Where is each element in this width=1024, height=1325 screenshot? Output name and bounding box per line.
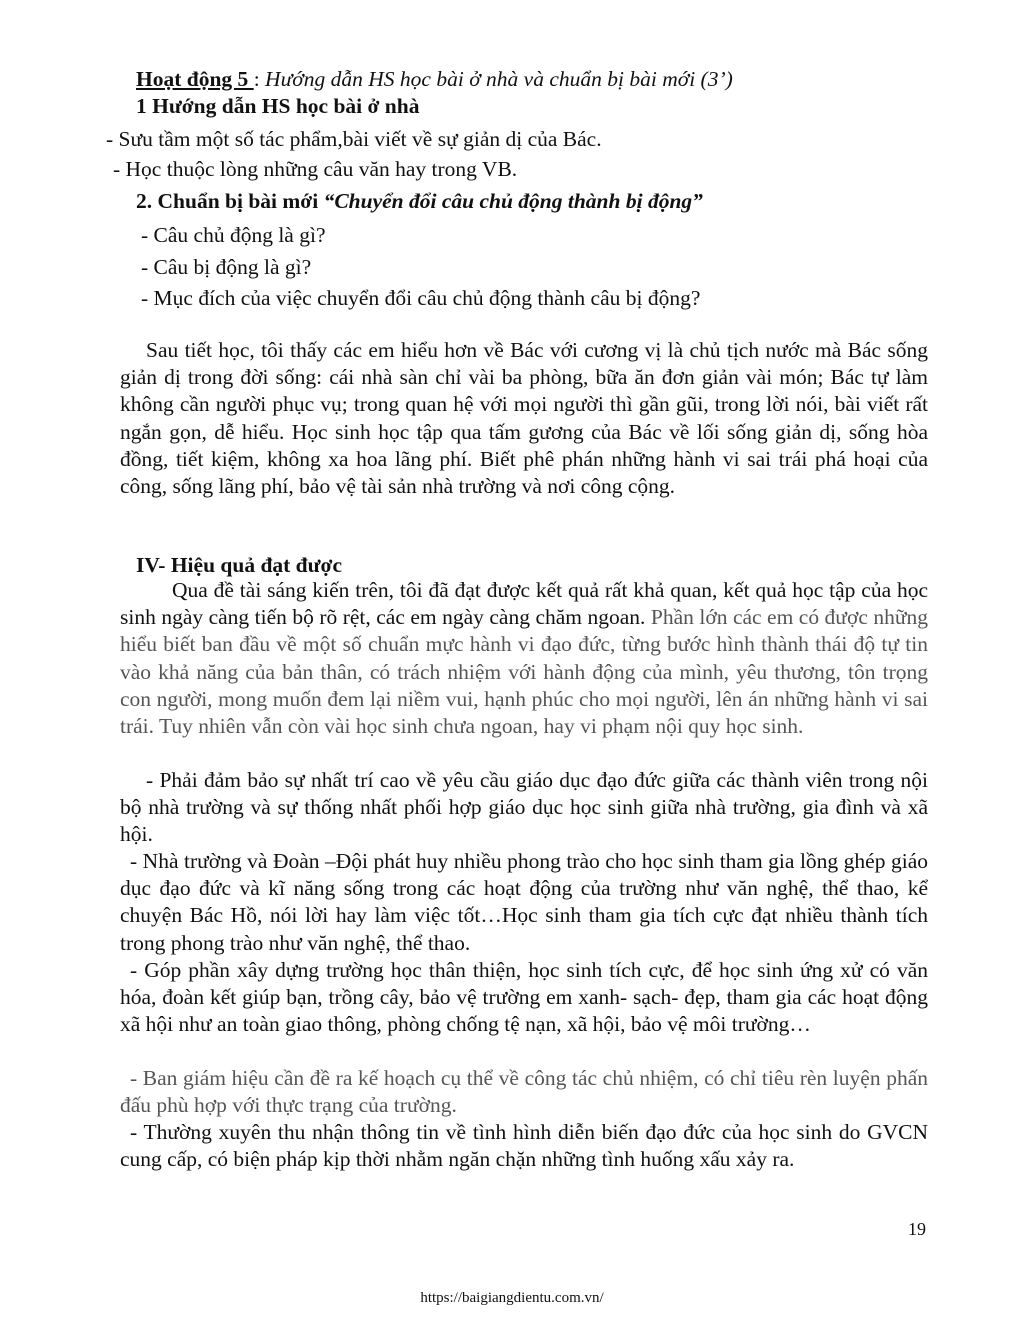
results-paragraph: [120, 577, 928, 740]
result-point-2: - Nhà trường và Đoàn –Đội phát huy nhiều phong trào cho học sinh tham gia lồng ghép giáo dục đạo đức và kĩ năng sống trong các hoạt động của trường như văn nghệ, thể thao, kể chuyện Bác Hồ, nói lời hay làm việc tốt…Học sinh tham gia tích cực đạt nhiều thành tích trong phong trào như văn nghệ, thể thao.: [120, 849, 928, 955]
result-point-1: - Phải đảm bảo sự nhất trí cao về yêu cầu giáo dục đạo đức giữa các thành viên trong nội bộ nhà trường và sự thống nhất phối hợp giáo dục học sinh giữa nhà trường, gia đình và xã hội.: [120, 768, 928, 847]
footer-url: https://baigiangdientu.com.vn/: [420, 1290, 604, 1306]
summary-paragraph: Sau tiết học, tôi thấy các em hiểu hơn về Bác với cương vị là chủ tịch nước mà Bác sống giản dị trong đời sống: cái nhà sàn chỉ vài ba phòng, bữa ăn đơn giản vài món; Bác tự làm không cần người phục vụ; trong quan hệ với mọi người thì gần gũi, trong lời nói, bài viết rất ngắn gọn, dễ hiểu. Học sinh học tập qua tấm gương của Bác về lối sống giản dị, sống hòa đồng, tiết kiệm, không xa hoa lãng phí. Biết phê phán những hành vi sai trái phá hoại của công, sống lãng phí, bảo vệ tài sản nhà trường và nơi công cộng.: [120, 338, 928, 499]
question-2: - Câu bị động là gì?: [141, 255, 312, 279]
section2-heading-title: “Chuyển đổi câu chủ động thành bị động”: [323, 189, 703, 213]
result-point-4: - Ban giám hiệu cần đề ra kế hoạch cụ thể về công tác chủ nhiệm, có chỉ tiêu rèn luyện phấn đấu phù hợp với thực trạng của trường.: [120, 1066, 928, 1118]
result-point-3: - Góp phần xây dựng trường học thân thiện, học sinh tích cực, để học sinh ứng xử có văn hóa, đoàn kết giúp bạn, trồng cây, bảo vệ trường em xanh- sạch- đẹp, tham gia các hoạt động xã hội như an toàn giao thông, phòng chống tệ nạn, xã hội, bảo vệ môi trường…: [120, 958, 928, 1037]
activity-heading: [136, 65, 733, 93]
activity-colon: :: [253, 67, 266, 91]
homework-item-1: - Sưu tầm một số tác phẩm,bài viết về sự giản dị của Bác.: [106, 127, 602, 151]
section2-heading: [136, 187, 703, 215]
result-point-5: - Thường xuyên thu nhận thông tin về tình hình diễn biến đạo đức của học sinh do GVCN cung cấp, có biện pháp kịp thời nhằm ngăn chặn những tình huống xấu xảy ra.: [120, 1120, 928, 1172]
activity-title: Hướng dẫn HS học bài ở nhà và chuẩn bị bài mới (3’): [265, 67, 733, 91]
homework-item-2: - Học thuộc lòng những câu văn hay trong VB.: [113, 157, 518, 181]
question-1: - Câu chủ động là gì?: [141, 223, 326, 247]
page-number: 19: [908, 1219, 926, 1239]
activity-label: Hoạt động 5: [136, 67, 254, 91]
results-intro-a: Qua đề tài sáng kiến trên, tôi đã đạt được kết quả rất khả quan, kết quả học tập của học sinh ngày càng tiến bộ rõ rệt, các em ngày càng chăm ngoan.: [120, 578, 928, 630]
section4-heading: IV- Hiệu quả đạt được: [136, 553, 342, 577]
results-intro-b: Phần lớn các em có được những hiểu biết ban đầu về một số chuẩn mực hành vi đạo đức, từng bước hình thành thái độ tự tin vào khả năng của bản thân, có trách nhiệm với hành động của mình, yêu thương, tôn trọng con người, mong muốn đem lại niềm vui, hạnh phúc cho mọi người, lên án những hành vi sai trái. Tuy nhiên vẫn còn vài học sinh chưa ngoan, hay vi phạm nội quy học sinh.: [120, 605, 929, 739]
section1-heading: 1 Hướng dẫn HS học bài ở nhà: [136, 94, 420, 118]
section2-heading-prefix: 2. Chuẩn bị bài mới: [136, 189, 324, 213]
question-3: - Mục đích của việc chuyển đổi câu chủ động thành câu bị động?: [141, 286, 701, 310]
